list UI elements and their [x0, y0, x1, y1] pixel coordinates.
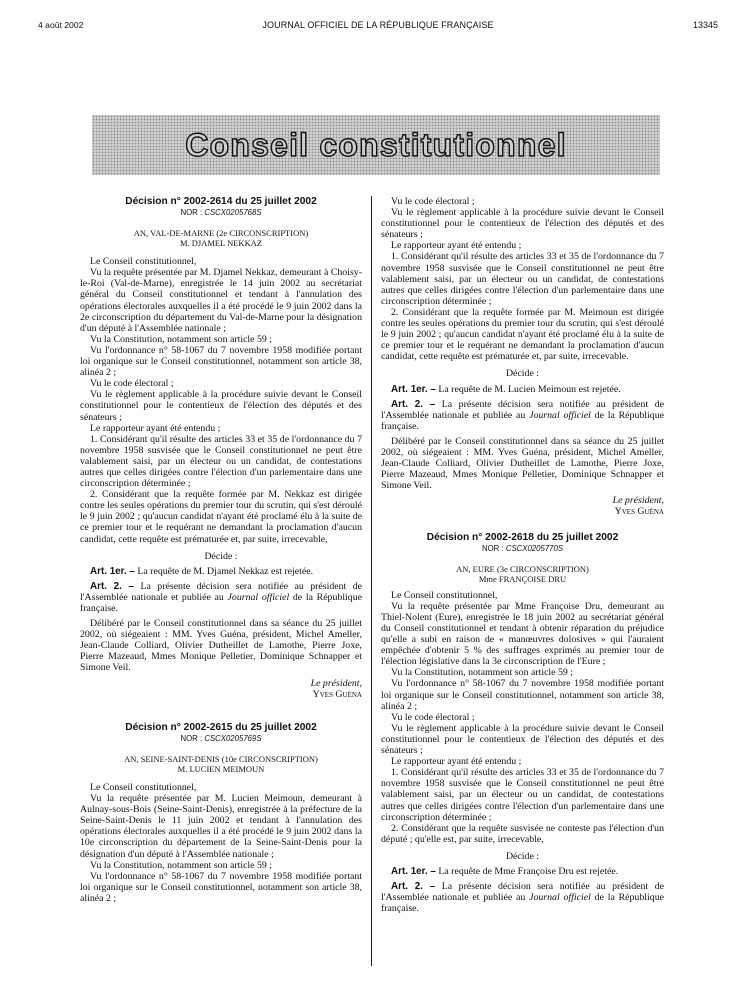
paragraph: Vu le code électoral ; — [90, 378, 174, 390]
paragraph: 1. Considérant qu'il résulte des articles 33 et 35 de l'ordonnance du 7 novembre 1958 susvisée que le Conseil constitutionnel ne peut être valablement saisi, par un électeur ou un candidat, de contestations autres que celles dirigées contre l'élection d'un parlementaire dans une circonscription déterminée ; — [381, 767, 664, 823]
nor-reference: NOR : CSCX0205769S — [180, 733, 262, 743]
nor-reference: NOR : CSCX0205768S — [180, 208, 262, 218]
paragraph: Vu l'ordonnance n° 58-1067 du 7 novembre 1958 modifiée portant loi organique sur le Conseil constitutionnel, notamment son article 38, alinéa 2 ; — [80, 344, 362, 379]
decide-heading: Décide : — [204, 550, 238, 562]
paragraph: 1. Considérant qu'il résulte des articles 33 et 35 de l'ordonnance du 7 novembre 1958 susvisée que le Conseil constitutionnel ne peut être valablement saisi, par un électeur ou un candidat, de contestations autres que celles dirigées contre l'élection d'un parlementaire dans une circonscription déterminée ; — [381, 251, 664, 307]
paragraph: Le rapporteur ayant été entendu ; — [90, 422, 221, 434]
intro-text: Le Conseil constitutionnel, — [90, 781, 197, 793]
paragraph: Vu la Constitution, notamment son article 59 ; — [391, 667, 574, 679]
decision-title: Décision n° 2002-2615 du 25 juillet 2002 — [125, 721, 317, 733]
header-journal-title: JOURNAL OFFICIEL DE LA RÉPUBLIQUE FRANÇAISE — [262, 20, 494, 30]
candidate: Mme FRANÇOISE DRU — [478, 573, 567, 584]
intro-text: Le Conseil constitutionnel, — [391, 589, 498, 601]
paragraph: Vu le code électoral ; — [391, 711, 475, 723]
paragraph: 1. Considérant qu'il résulte des articles 33 et 35 de l'ordonnance du 7 novembre 1958 susvisée que le Conseil constitutionnel ne peut être valablement saisi, par un électeur ou un candidat, de contestations autres que celles dirigées contre l'élection d'un parlementaire dans une circonscription déterminée ; — [80, 433, 362, 490]
article-1: Art. 1er. – La requête de M. Lucien Meimoun est rejetée. — [391, 383, 621, 395]
paragraph: Vu la requête présentée par M. Djamel Nekkaz, demeurant à Choisy-le-Roi (Val-de-Marne), enregistrée le 14 juin 2002 au secrétariat général du Conseil constitutionnel et tendant à l'annulation des opérations électorales auxquelles il a été procédé le 9 juin 2002 dans la 2e circonscription du département du Val-de-Marne pour la désignation d'un député à l'Assemblée nationale ; — [80, 267, 362, 334]
paragraph: Vu la Constitution, notamment son article 59 ; — [90, 333, 273, 345]
paragraph: Vu la requête présentée par M. Lucien Meimoun, demeurant à Aulnay-sous-Bois (Seine-Saint-Denis), enregistrée à la préfecture de la Seine-Saint-Denis le 11 juin 2002 et tendant à l'annulation des opérations électorales auxquelles il a été procédé le 9 juin 2002 dans la 10e circonscription du département de la Seine-Saint-Denis pour la désignation d'un député à l'Assemblée nationale ; — [80, 793, 362, 860]
header-date: 4 août 2002 — [38, 20, 84, 30]
paragraph: 2. Considérant que la requête formée par M. Meimoun est dirigée contre les seules opérations du premier tour du scrutin, qui s'est déroulé le 9 juin 2002 ; qu'aucun candidat n'ayant été proclamé élu à la suite de ce premier tour et le requérant ne demandant la proclamation d'aucun candidat, cette requête est prématurée et, par suite, irrecevable. — [381, 306, 664, 363]
candidate: M. LUCIEN MEIMOUN — [177, 763, 265, 774]
paragraph: Le rapporteur ayant été entendu ; — [391, 756, 522, 768]
paragraph: Vu le règlement applicable à la procédure suivie devant le Conseil constitutionnel pour le contentieux de l'élection des députés et des sénateurs ; — [381, 722, 664, 757]
signature-name: Yves Guéna — [312, 688, 362, 700]
district: AN, EURE (3e CIRCONSCRIPTION) — [456, 563, 589, 574]
paragraph: 2. Considérant que la requête formée par M. Nekkaz est dirigée contre les seules opérations du premier tour du scrutin, qui s'est déroulé le 9 juin 2002 ; qu'aucun candidat n'ayant été proclamé élu à la suite de ce premier tour et le requérant ne demandant la proclamation d'aucun candidat, cette requête est prématurée et, par suite, irrecevable, — [80, 489, 362, 545]
decide-heading: Décide : — [505, 368, 540, 380]
page-header — [38, 20, 718, 34]
article-1: Art. 1er. – La requête de Mme Françoise Dru est rejetée. — [391, 865, 619, 877]
paragraph: Vu le règlement applicable à la procédure suivie devant le Conseil constitutionnel pour le contentieux de l'élection des députés et des sénateurs ; — [80, 389, 362, 423]
candidate: M. DJAMEL NEKKAZ — [179, 238, 263, 249]
intro-text: Le Conseil constitutionnel, — [90, 256, 197, 268]
decision-title: Décision n° 2002-2618 du 25 juillet 2002 — [426, 531, 619, 543]
nor-reference: NOR : CSCX0205770S — [481, 543, 564, 553]
right-column — [381, 196, 664, 914]
signature-role: Le président, — [612, 495, 664, 507]
decision-title: Décision n° 2002-2614 du 25 juillet 2002 — [125, 196, 317, 207]
paragraph: Vu la requête présentée par Mme Françoise Dru, demeurant au Thiel-Nolent (Eure), enregistrée le 18 juin 2002 au secrétariat général du Conseil constitutionnel et tendant à obtenir réparation du préjudice qu'elle a subi en raison de « manœuvres dolosives » qui l'auraient empêchée d'obtenir 5 % des suffrages exprimés au premier tour de l'élection législative dans la 3e circonscription de l'Eure ; — [381, 600, 664, 668]
left-column — [80, 196, 362, 904]
signature-role: Le président, — [310, 677, 362, 689]
article-2: Art. 2. – La présente décision sera notifiée au président de l'Assemblée nationale et publiée au Journal officiel de la République française. — [381, 881, 664, 915]
paragraph: Vu l'ordonnance n° 58-1067 du 7 novembre 1958 modifiée portant loi organique sur le Conseil constitutionnel, notamment son article 38, alinéa 2 ; — [80, 870, 362, 904]
deliberation: Délibéré par le Conseil constitutionnel dans sa séance du 25 juillet 2002, où siégeaient : MM. Yves Guéna, président, Michel Ameller, Jean-Claude Colliard, Olivier Dutheillet de Lamothe, Pierre Joxe, Pierre Mazeaud, Mmes Monique Pelletier, Dominique Schnapper et Simone Veil. — [80, 618, 362, 674]
article-1: Art. 1er. – La requête de M. Djamel Nekkaz est rejetée. — [90, 565, 314, 577]
district: AN, SEINE-SAINT-DENIS (10e CIRCONSCRIPTION) — [124, 753, 318, 764]
paragraph: Vu la Constitution, notamment son article 59 ; — [90, 859, 273, 871]
deliberation: Délibéré par le Conseil constitutionnel dans sa séance du 25 juillet 2002, où siégeaient : MM. Yves Guéna, président, Michel Ameller, Jean-Claude Colliard, Olivier Dutheillet de Lamothe, Pierre Joxe, Pierre Mazeaud, Mmes Monique Pelletier, Dominique Schnapper et Simone Veil. — [381, 435, 664, 492]
paragraph: Vu l'ordonnance n° 58-1067 du 7 novembre 1958 modifiée portant loi organique sur le Conseil constitutionnel, notamment son article 38, alinéa 2 ; — [381, 678, 664, 712]
header-page-number: 13345 — [692, 20, 718, 30]
article-2: Art. 2. – La présente décision sera notifiée au président de l'Assemblée nationale et publiée au Journal officiel de la République française. — [80, 580, 363, 614]
paragraph: Vu le règlement applicable à la procédure suivie devant le Conseil constitutionnel pour le contentieux de l'élection des députés et des sénateurs ; — [381, 207, 664, 241]
paragraph: Vu le code électoral ; — [391, 196, 475, 207]
article-2: Art. 2. – La présente décision sera notifiée au président de l'Assemblée nationale et publiée au Journal officiel de la République française. — [381, 398, 664, 432]
section-banner-title: Conseil constitutionnel — [185, 127, 567, 163]
decide-heading: Décide : — [505, 850, 540, 862]
paragraph: 2. Considérant que la requête susvisée ne conteste pas l'élection d'un député ; qu'elle est, par suite, irrecevable, — [381, 822, 664, 845]
column-rule — [371, 196, 372, 966]
paragraph: Le rapporteur ayant été entendu ; — [391, 240, 522, 252]
district: AN, VAL-DE-MARNE (2e CIRCONSCRIPTION) — [133, 228, 309, 239]
signature-name: Yves Guéna — [614, 506, 664, 518]
